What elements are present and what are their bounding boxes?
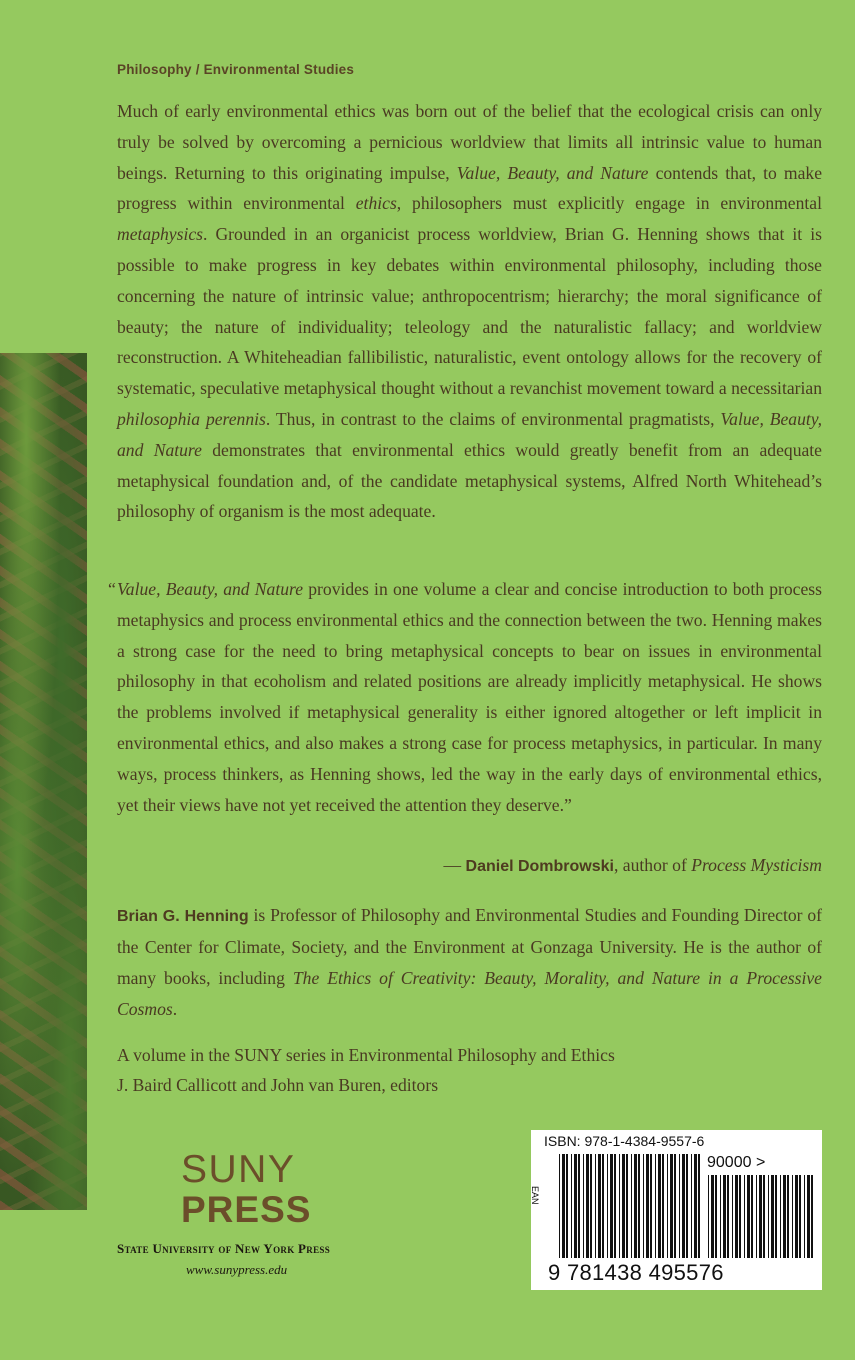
isbn-label: ISBN: 978-1-4384-9557-6 — [544, 1133, 705, 1149]
barcode-bar — [756, 1175, 757, 1258]
barcode-bar — [655, 1154, 656, 1258]
barcode-bar — [694, 1154, 697, 1258]
barcode-bar — [622, 1154, 625, 1258]
blurb-text-6: demonstrates that environmental ethics would greatly benefit from an adequate metaphysical foundation and, of the candidate metaphysical systems, Alfred North Whitehead’s philosophy of organism is the most adequate. — [117, 439, 822, 522]
blurb-text-2: contends that, to make progress within environmental — [117, 162, 822, 214]
barcode-bar — [708, 1175, 709, 1258]
barcode-bar — [775, 1175, 777, 1258]
ean-barcode-icon — [559, 1154, 704, 1258]
blurb-emphasis-philosophia: philosophia perennis — [117, 408, 266, 429]
bio-text: is Professor of Philosophy and Environmental Studies and Founding Director of the Center for Climate, Society, and the Environment at Gonzaga University. He is the author of many books, including — [117, 905, 823, 988]
ean-label: EAN — [530, 1186, 540, 1205]
barcode-bar — [586, 1154, 589, 1258]
barcode-bar — [747, 1175, 750, 1258]
barcode-bar — [598, 1154, 601, 1258]
barcode-bar — [646, 1154, 649, 1258]
barcode-bar — [670, 1154, 673, 1258]
forest-roots-photo — [0, 353, 87, 1210]
barcode-bar — [634, 1154, 637, 1258]
publisher-url: www.sunypress.edu — [186, 1262, 288, 1277]
barcode-bar — [727, 1175, 729, 1258]
barcode-bar — [667, 1154, 668, 1258]
barcode-bar — [638, 1154, 640, 1258]
barcode-bar — [658, 1154, 661, 1258]
publisher-full-name: State University of New York Press — [117, 1241, 331, 1256]
barcode-bar — [559, 1154, 560, 1258]
barcode-bar — [574, 1154, 577, 1258]
bio-book-title: The Ethics of Creativity: Beauty, Morality, and Nature in a Processive Cosmos — [117, 968, 822, 1019]
barcode-bar — [590, 1154, 592, 1258]
quote-text: provides in one volume a clear and concise introduction to both process metaphysics and process environmental ethics and the connection between the two. Henning makes a strong case for the need to bring metaphysical concepts to bear on issues in environmental philosophy in that ecoholism and related positions are already implicitly metaphysical. He shows the problems involved if metaphysical generality is either ignored altogether or left implicit in environmental ethics, and also makes a strong case for process metaphysics, in particular. In many ways, process thinkers, as Henning shows, led the way in the early days of environmental ethics, yet their views have not yet received the attention they deserve.” — [117, 579, 822, 815]
suny-logo-bottom: PRESS — [181, 1189, 312, 1230]
barcode-bar — [787, 1175, 789, 1258]
description-paragraph — [117, 96, 822, 527]
barcode-bar — [759, 1175, 762, 1258]
barcode-bar — [686, 1154, 688, 1258]
barcode-bar — [783, 1175, 786, 1258]
quote-book-title: Value, Beauty, and Nature — [117, 579, 304, 599]
barcode-bar — [614, 1154, 616, 1258]
barcode-bar — [780, 1175, 781, 1258]
barcode-bar — [735, 1175, 738, 1258]
barcode-bar — [662, 1154, 664, 1258]
ean-digits: 9 781438 495576 — [548, 1260, 724, 1285]
barcode-bar — [679, 1154, 680, 1258]
barcode-bar — [631, 1154, 632, 1258]
barcode-bar — [691, 1154, 692, 1258]
barcode-bar — [723, 1175, 726, 1258]
series-info — [117, 1040, 615, 1100]
blurb-text-1: Much of early environmental ethics was born out of the belief that the ecological crisis can only truly be solved by overcoming a pernicious worldview that limits all intrinsic value to human beings. Returning to this originating impulse, — [117, 101, 822, 183]
barcode-bar — [607, 1154, 608, 1258]
barcode-bar — [795, 1175, 798, 1258]
blurb-emphasis-metaphysics: metaphysics — [117, 224, 203, 245]
barcode-bar — [763, 1175, 765, 1258]
blurb-text-4: . Grounded in an organicist process worldview, Brian G. Henning shows that it is possible to make progress in key debates within environmental philosophy, including those concerning the nature of intrinsic value; anthropocentrism; hierarchy; the moral significance of beauty; the nature of individuality; teleology and the naturalistic fallacy; and worldview reconstruction. A Whiteheadian fallibilistic, naturalistic, event ontology allows for the recovery of systematic, speculative metaphysical thought without a revanchist movement toward a necessitarian — [117, 224, 822, 399]
barcode-bar — [739, 1175, 741, 1258]
attribution-suffix: , author of — [614, 855, 692, 875]
barcode-bar — [562, 1154, 565, 1258]
bio-end: . — [172, 999, 178, 1019]
suny-logo-top: SUNY — [181, 1148, 296, 1191]
barcode-bar — [602, 1154, 604, 1258]
price-code: 90000 > — [707, 1154, 766, 1171]
barcode-bar — [799, 1175, 801, 1258]
barcode-bar — [571, 1154, 572, 1258]
category-label: Philosophy / Environmental Studies — [117, 62, 355, 77]
endorsement-quote — [108, 574, 822, 820]
barcode-bar — [807, 1175, 810, 1258]
barcode-bar — [715, 1175, 717, 1258]
barcode-bar — [578, 1154, 580, 1258]
barcode-bar — [720, 1175, 721, 1258]
barcode-bar — [610, 1154, 613, 1258]
barcode-bar — [771, 1175, 774, 1258]
blurb-emphasis-ethics: ethics — [355, 193, 397, 214]
barcode-bar — [811, 1175, 813, 1258]
barcode-bar — [650, 1154, 652, 1258]
barcode-bar — [792, 1175, 793, 1258]
bio-author-name: Brian G. Henning — [117, 908, 249, 925]
barcode-bar — [682, 1154, 685, 1258]
series-line-1: A volume in the SUNY series in Environmental Philosophy and Ethics — [117, 1045, 615, 1065]
quote-attribution — [444, 850, 822, 882]
barcode-bar — [626, 1154, 628, 1258]
barcode-bar — [619, 1154, 620, 1258]
barcode-bar — [583, 1154, 584, 1258]
barcode-bar — [566, 1154, 568, 1258]
blurb-title-2: Value, Beauty, and Nature — [117, 408, 822, 460]
barcode-bar — [711, 1175, 714, 1258]
blurb-text-3: , philosophers must explicitly engage in environmental — [396, 193, 823, 214]
barcode-bar — [732, 1175, 733, 1258]
barcode-bar — [768, 1175, 769, 1258]
author-bio — [117, 900, 822, 1025]
series-line-2: J. Baird Callicott and John van Buren, editors — [117, 1075, 439, 1095]
barcode-bar — [804, 1175, 805, 1258]
barcode-bar — [744, 1175, 745, 1258]
open-quote-mark: “ — [108, 579, 116, 599]
barcode-bar — [595, 1154, 596, 1258]
attribution-book: Process Mysticism — [691, 855, 822, 875]
addon-barcode-icon — [708, 1175, 816, 1258]
quote-author: Daniel Dombrowski — [465, 858, 614, 875]
barcode-bar — [674, 1154, 676, 1258]
blurb-text-5: . Thus, in contrast to the claims of environmental pragmatists, — [265, 408, 721, 429]
barcode-block — [531, 1130, 822, 1290]
attribution-dash: — — [443, 855, 466, 875]
barcode-bar — [751, 1175, 753, 1258]
barcode-bar — [698, 1154, 700, 1258]
barcode-bar — [643, 1154, 644, 1258]
blurb-title-1: Value, Beauty, and Nature — [456, 162, 649, 183]
